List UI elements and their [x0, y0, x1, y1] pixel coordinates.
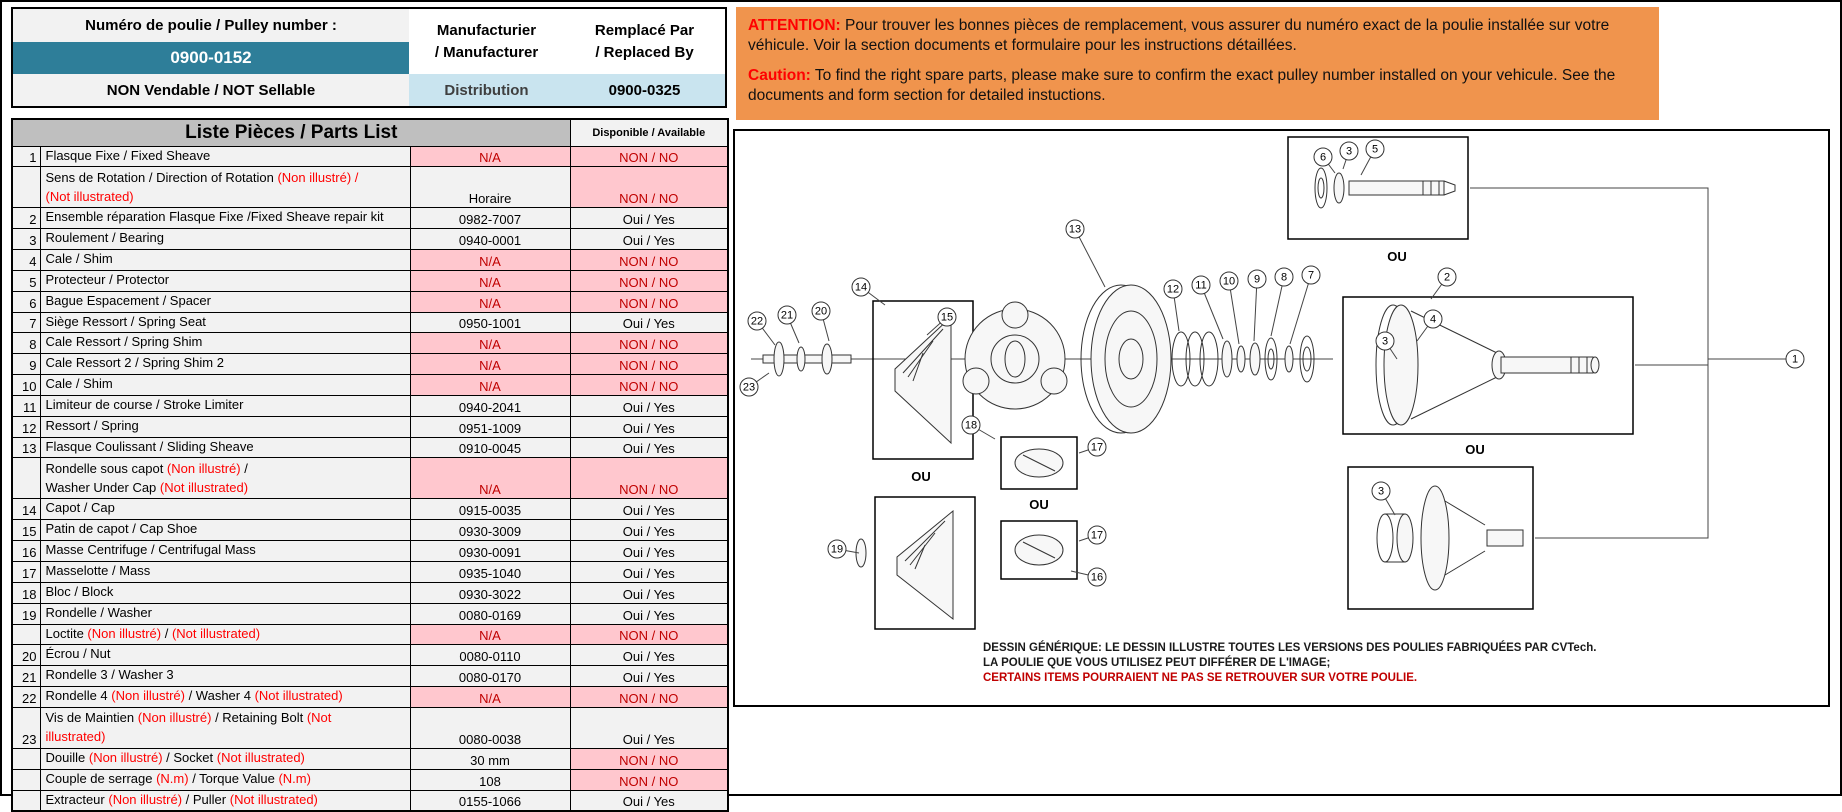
- part-description-cell: [40, 458, 410, 499]
- table-row: [12, 624, 728, 645]
- part-description-text: Rondelle / Washer: [45, 604, 152, 620]
- manufacturer-number-cell: N/A: [410, 687, 570, 708]
- part-description-text: Rondelle 3 / Washer 3: [45, 667, 174, 683]
- part-description-cell: [40, 208, 410, 229]
- manufacturer-number-cell: 0080-0170: [410, 666, 570, 687]
- part-description-cell: [40, 395, 410, 416]
- table-row: [12, 562, 728, 583]
- availability-cell: Oui / Yes: [570, 582, 728, 603]
- part-description-cell: [40, 437, 410, 458]
- table-row: [12, 499, 728, 520]
- availability-cell: NON / NO: [570, 270, 728, 291]
- part-description-cell: [40, 312, 410, 333]
- parts-rows: [12, 146, 728, 811]
- part-callout-number: 17: [1090, 441, 1104, 454]
- part-description-text: / Washer 4: [184, 688, 255, 704]
- not-illustrated-note: (Not illustrated): [229, 791, 318, 807]
- diagram-note-line: LA POULIE QUE VOUS UTILISEZ PEUT DIFFÉRER DE L'IMAGE;: [983, 657, 1331, 669]
- table-row: [12, 375, 728, 396]
- manufacturer-number-cell: 0930-3009: [410, 520, 570, 541]
- part-description-cell: [40, 624, 410, 645]
- availability-cell: Oui / Yes: [570, 395, 728, 416]
- row-number-cell: [12, 748, 40, 769]
- availability-cell: Oui / Yes: [570, 312, 728, 333]
- manufacturer-number-cell: 0930-3022: [410, 582, 570, 603]
- part-description-cell: [40, 541, 410, 562]
- pulley-header-table: [11, 7, 727, 108]
- part-description-text: Vis de Maintien: [45, 710, 138, 726]
- part-description-cell: [40, 333, 410, 354]
- part-description-text: Douille: [45, 749, 89, 765]
- row-number-cell: 2: [12, 208, 40, 229]
- part-description-cell: [40, 499, 410, 520]
- table-row: [12, 520, 728, 541]
- part-description-cell: [40, 707, 410, 748]
- not-illustrated-note: (Non illustré) /: [277, 169, 359, 185]
- availability-cell: NON / NO: [570, 333, 728, 354]
- not-illustrated-note: (Non illustré): [87, 625, 162, 641]
- row-number-cell: [12, 769, 40, 790]
- manufacturer-number-cell: 0080-0169: [410, 603, 570, 624]
- table-row: [12, 603, 728, 624]
- row-number-cell: 15: [12, 520, 40, 541]
- part-callout-number: 22: [750, 315, 764, 328]
- part-description-text: Protecteur / Protector: [45, 271, 170, 287]
- pulley-number-value: 0900-0152: [13, 42, 409, 74]
- row-number-cell: 17: [12, 562, 40, 583]
- availability-cell: NON / NO: [570, 624, 728, 645]
- part-description-text: Limiteur de course / Stroke Limiter: [45, 396, 244, 412]
- availability-cell: Oui / Yes: [570, 416, 728, 437]
- part-description-cell: [40, 687, 410, 708]
- availability-cell: Oui / Yes: [570, 562, 728, 583]
- part-description-text: Écrou / Nut: [45, 646, 111, 662]
- part-description-text: Sens de Rotation / Direction of Rotation: [45, 169, 278, 185]
- part-callout-number: 11: [1195, 279, 1207, 292]
- availability-cell: NON / NO: [570, 291, 728, 312]
- not-illustrated-note: (Non illustré): [166, 460, 241, 476]
- attention-paragraph-fr: [748, 16, 1647, 57]
- part-callout-number: 3: [1345, 145, 1353, 158]
- part-description-text: Cale / Shim: [45, 251, 113, 267]
- part-description-cell: [40, 270, 410, 291]
- availability-cell: NON / NO: [570, 687, 728, 708]
- not-illustrated-note: (N.m): [278, 770, 311, 786]
- manufacturer-number-cell: 0910-0045: [410, 437, 570, 458]
- part-description-text: Cale Ressort / Spring Shim: [45, 334, 203, 350]
- table-row: [12, 707, 728, 748]
- manufacturer-number-cell: 0951-1009: [410, 416, 570, 437]
- table-row: [12, 250, 728, 271]
- manufacturer-number-cell: 0915-0035: [410, 499, 570, 520]
- part-description-text: / Retaining Bolt: [211, 710, 307, 726]
- table-row: [12, 312, 728, 333]
- row-number-cell: 7: [12, 312, 40, 333]
- table-row: [12, 790, 728, 811]
- not-illustrated-note: illustrated): [45, 729, 106, 745]
- table-row: [12, 687, 728, 708]
- part-description-text: Cale / Shim: [45, 376, 113, 392]
- availability-cell: NON / NO: [570, 167, 728, 208]
- row-number-cell: 6: [12, 291, 40, 312]
- replaced-by-value: 0900-0325: [564, 74, 725, 106]
- part-description-text: Masselotte / Mass: [45, 563, 151, 578]
- manufacturer-number-cell: N/A: [410, 250, 570, 271]
- part-description-text: / Puller: [182, 791, 230, 807]
- not-illustrated-note: (Not illustrated): [159, 479, 249, 495]
- table-row: [12, 291, 728, 312]
- part-description-cell: [40, 146, 410, 167]
- part-callout-number: 3: [1381, 335, 1389, 348]
- part-callout-number: 7: [1307, 269, 1315, 282]
- manufacturer-label: [409, 9, 564, 74]
- table-row: [12, 395, 728, 416]
- row-number-cell: 8: [12, 333, 40, 354]
- part-description-cell: [40, 520, 410, 541]
- row-number-cell: [12, 790, 40, 811]
- availability-cell: Oui / Yes: [570, 229, 728, 250]
- row-number-cell: 19: [12, 603, 40, 624]
- part-description-text: Flasque Fixe / Fixed Sheave: [45, 147, 211, 163]
- row-number-cell: 23: [12, 707, 40, 748]
- part-callout-number: 3: [1377, 485, 1385, 498]
- manufacturer-value: Distribution: [409, 74, 564, 106]
- manufacturer-number-cell: N/A: [410, 354, 570, 375]
- part-description-cell: [40, 416, 410, 437]
- row-number-cell: 22: [12, 687, 40, 708]
- part-description-text: Loctite: [45, 625, 88, 641]
- availability-cell: NON / NO: [570, 748, 728, 769]
- manufacturer-number-cell: N/A: [410, 375, 570, 396]
- manufacturer-number-cell: 0155-1066: [410, 790, 570, 811]
- part-callout-number: 20: [814, 305, 828, 318]
- diagram-note-line: DESSIN GÉNÉRIQUE: LE DESSIN ILLUSTRE TOUTES LES VERSIONS DES POULIES FABRIQUÉES PAR CVTech.: [983, 642, 1597, 654]
- table-row: [12, 541, 728, 562]
- part-description-text: Couple de serrage: [45, 770, 157, 786]
- part-callout-number: 12: [1166, 283, 1180, 296]
- part-description-cell: [40, 375, 410, 396]
- manufacturer-number-cell: 0080-0110: [410, 645, 570, 666]
- table-row: [12, 270, 728, 291]
- part-description-cell: [40, 562, 410, 583]
- replaced-by-label: [564, 9, 725, 74]
- replaced-by-label-en: / Replaced By: [595, 43, 694, 61]
- part-callout-number: 6: [1319, 151, 1327, 164]
- part-description-text: Roulement / Bearing: [45, 230, 165, 246]
- manufacturer-number-cell: N/A: [410, 333, 570, 354]
- part-description-text: Flasque Coulissant / Sliding Sheave: [45, 438, 254, 454]
- ou-label: OU: [911, 469, 931, 484]
- row-number-cell: 10: [12, 375, 40, 396]
- part-description-text: Washer Under Cap: [45, 479, 160, 495]
- table-row: [12, 582, 728, 603]
- sellable-status: NON Vendable / NOT Sellable: [13, 74, 409, 106]
- availability-cell: NON / NO: [570, 769, 728, 790]
- table-row: [12, 666, 728, 687]
- manufacturer-number-cell: 30 mm: [410, 748, 570, 769]
- availability-cell: Oui / Yes: [570, 437, 728, 458]
- part-callout-number: 19: [830, 543, 844, 556]
- row-number-cell: [12, 167, 40, 208]
- not-illustrated-note: (Not illustrated): [254, 688, 343, 704]
- availability-cell: NON / NO: [570, 146, 728, 167]
- row-number-cell: 13: [12, 437, 40, 458]
- part-description-cell: [40, 250, 410, 271]
- manufacturer-label-en: / Manufacturer: [434, 43, 539, 61]
- table-row: [12, 354, 728, 375]
- part-callout-number: 21: [780, 309, 794, 322]
- availability-cell: Oui / Yes: [570, 541, 728, 562]
- ou-label: OU: [1465, 442, 1485, 457]
- manufacturer-number-cell: N/A: [410, 146, 570, 167]
- part-callout-number: 23: [742, 381, 756, 394]
- part-callout-number: 17: [1090, 529, 1104, 542]
- part-description-text: Extracteur: [45, 791, 109, 807]
- attention-label-fr: ATTENTION:: [748, 17, 841, 34]
- availability-cell: Oui / Yes: [570, 499, 728, 520]
- row-number-cell: 20: [12, 645, 40, 666]
- part-callout-number: 10: [1222, 275, 1236, 288]
- ou-label: OU: [1387, 249, 1407, 264]
- manufacturer-number-cell: 0930-0091: [410, 541, 570, 562]
- not-illustrated-note: (N.m): [156, 770, 189, 786]
- part-description-text: /: [240, 460, 248, 476]
- availability-cell: Oui / Yes: [570, 790, 728, 811]
- part-description-text: Bloc / Block: [45, 583, 114, 599]
- part-description-text: Siège Ressort / Spring Seat: [45, 313, 206, 329]
- diagram-panel: [733, 129, 1830, 707]
- table-row: [12, 769, 728, 790]
- part-description-cell: [40, 790, 410, 811]
- availability-cell: NON / NO: [570, 354, 728, 375]
- attention-paragraph-en: [748, 66, 1647, 107]
- part-callout-number: 4: [1429, 313, 1437, 326]
- manufacturer-number-cell: N/A: [410, 291, 570, 312]
- part-callout-number: 16: [1090, 571, 1104, 584]
- attention-text-en: To find the right spare parts, please make sure to confirm the exact pulley number installed on your vehicule. See the documents and form section for detailed instuctions.: [748, 66, 1616, 105]
- manufacturer-label-fr: Manufacturier: [436, 21, 537, 39]
- row-number-cell: 11: [12, 395, 40, 416]
- not-illustrated-note: (Non illustré): [137, 710, 212, 726]
- part-callout-number: 1: [1791, 353, 1799, 366]
- availability-cell: NON / NO: [570, 375, 728, 396]
- manufacturer-number-cell: Horaire: [410, 167, 570, 208]
- part-callout-number: 18: [964, 419, 978, 432]
- table-row: [12, 458, 728, 499]
- availability-cell: Oui / Yes: [570, 645, 728, 666]
- part-description-cell: [40, 645, 410, 666]
- availability-cell: NON / NO: [570, 250, 728, 271]
- part-description-text: Patin de capot / Cap Shoe: [45, 521, 198, 537]
- not-illustrated-note: (Not: [306, 710, 332, 726]
- row-number-cell: 21: [12, 666, 40, 687]
- part-callout-number: 8: [1280, 271, 1288, 284]
- manufacturer-number-cell: N/A: [410, 624, 570, 645]
- row-number-cell: 1: [12, 146, 40, 167]
- row-number-cell: 3: [12, 229, 40, 250]
- part-callout-number: 15: [940, 311, 954, 324]
- part-description-text: Rondelle sous capot: [45, 460, 167, 476]
- availability-cell: Oui / Yes: [570, 208, 728, 229]
- part-callout-number: 5: [1371, 143, 1379, 156]
- parts-table: [11, 118, 729, 812]
- manufacturer-number-cell: N/A: [410, 270, 570, 291]
- part-callout-number: 2: [1443, 271, 1451, 284]
- row-number-cell: 14: [12, 499, 40, 520]
- not-illustrated-note: (Non illustré): [111, 688, 185, 704]
- table-row: [12, 167, 728, 208]
- row-number-cell: [12, 624, 40, 645]
- manufacturer-number-cell: 108: [410, 769, 570, 790]
- row-number-cell: 9: [12, 354, 40, 375]
- table-row: [12, 437, 728, 458]
- table-row: [12, 416, 728, 437]
- part-description-cell: [40, 666, 410, 687]
- table-row: [12, 208, 728, 229]
- table-row: [12, 645, 728, 666]
- part-description-cell: [40, 769, 410, 790]
- attention-text-fr: Pour trouver les bonnes pièces de remplacement, vous assurer du numéro exact de la poulie installée sur votre véhicule. Voir la section documents et formulaire pour les instructions détaillées.: [748, 17, 1610, 55]
- row-number-cell: [12, 458, 40, 499]
- part-description-text: Bague Espacement / Spacer: [45, 292, 211, 308]
- part-description-text: Ressort / Spring: [45, 417, 139, 433]
- manufacturer-number-cell: N/A: [410, 458, 570, 499]
- availability-cell: Oui / Yes: [570, 520, 728, 541]
- attention-label-en: Caution:: [748, 66, 811, 84]
- row-number-cell: 18: [12, 582, 40, 603]
- row-number-cell: 16: [12, 541, 40, 562]
- ou-label: OU: [1029, 497, 1049, 512]
- row-number-cell: 4: [12, 250, 40, 271]
- manufacturer-number-cell: 0940-2041: [410, 395, 570, 416]
- part-description-text: Rondelle 4: [45, 688, 112, 704]
- not-illustrated-note: (Not illustrated): [45, 188, 134, 204]
- part-description-cell: [40, 229, 410, 250]
- table-row: [12, 333, 728, 354]
- part-description-text: Masse Centrifuge / Centrifugal Mass: [45, 542, 256, 558]
- part-description-text: Capot / Cap: [45, 500, 115, 516]
- row-number-cell: 5: [12, 270, 40, 291]
- part-description-cell: [40, 748, 410, 769]
- part-description-cell: [40, 603, 410, 624]
- part-description-cell: [40, 354, 410, 375]
- part-callout-number: 13: [1068, 223, 1082, 236]
- part-description-cell: [40, 291, 410, 312]
- diagram-note-line: CERTAINS ITEMS POURRAIENT NE PAS SE RETROUVER SUR VOTRE POULIE.: [983, 672, 1418, 684]
- row-number-cell: 12: [12, 416, 40, 437]
- attention-box: [736, 7, 1659, 120]
- manufacturer-number-cell: 0950-1001: [410, 312, 570, 333]
- part-callout-number: 9: [1253, 273, 1261, 286]
- table-row: [12, 146, 728, 167]
- availability-cell: Oui / Yes: [570, 707, 728, 748]
- part-description-cell: [40, 582, 410, 603]
- parts-list-title: Liste Pièces / Parts List: [12, 119, 570, 146]
- not-illustrated-note: (Not illustrated): [171, 625, 261, 641]
- part-description-text: / Socket: [162, 749, 217, 765]
- replaced-by-label-fr: Remplacé Par: [594, 21, 695, 39]
- not-illustrated-note: (Non illustré): [108, 791, 183, 807]
- manufacturer-number-cell: 0940-0001: [410, 229, 570, 250]
- availability-cell: Oui / Yes: [570, 666, 728, 687]
- pulley-number-label: Numéro de poulie / Pulley number :: [13, 9, 409, 42]
- part-description-text: /: [161, 625, 172, 641]
- not-illustrated-note: (Not illustrated): [216, 749, 305, 765]
- availability-cell: Oui / Yes: [570, 603, 728, 624]
- part-callout-number: 14: [854, 281, 868, 294]
- part-description-text: / Torque Value: [188, 770, 279, 786]
- available-header: Disponible / Available: [570, 119, 728, 146]
- part-description-text: Ensemble réparation Flasque Fixe /Fixed Sheave repair kit: [45, 209, 384, 225]
- part-description-text: Cale Ressort 2 / Spring Shim 2: [45, 355, 224, 371]
- table-row: [12, 748, 728, 769]
- part-description-cell: [40, 167, 410, 208]
- manufacturer-number-cell: 0935-1040: [410, 562, 570, 583]
- availability-cell: NON / NO: [570, 458, 728, 499]
- table-row: [12, 229, 728, 250]
- not-illustrated-note: (Non illustré): [88, 749, 163, 765]
- manufacturer-number-cell: 0080-0038: [410, 707, 570, 748]
- exploded-view-diagram: [733, 129, 1830, 707]
- manufacturer-number-cell: 0982-7007: [410, 208, 570, 229]
